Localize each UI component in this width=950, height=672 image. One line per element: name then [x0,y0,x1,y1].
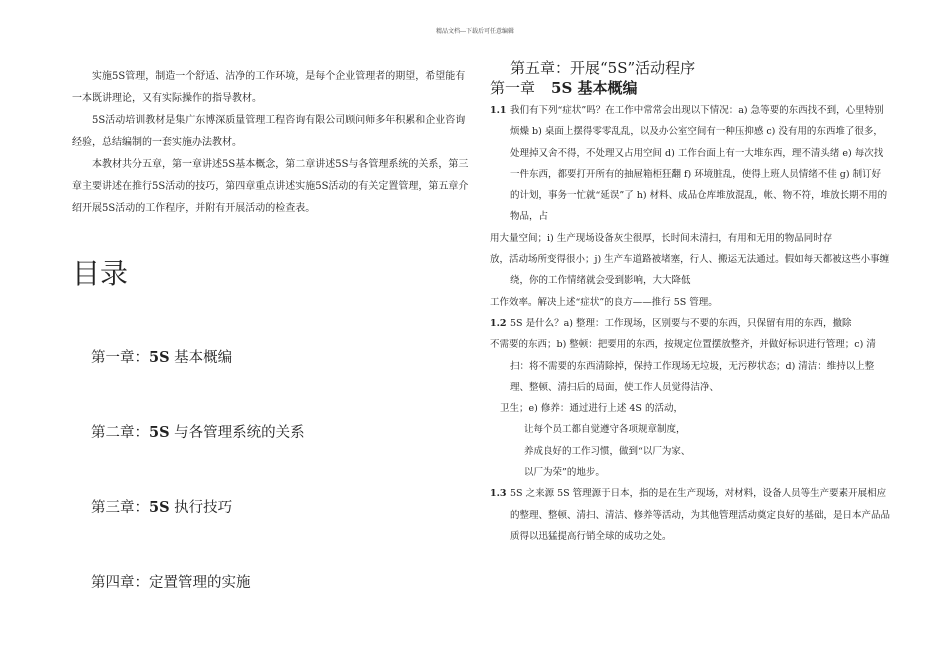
section-1-2-cont-3: 让每个员工都自觉遵守各项规章制度， [524,424,686,436]
toc-item-chapter-1 [91,346,232,367]
toc-item-rest: 与各管理系统的关系 [174,425,305,441]
toc-item-bold: 5S [149,424,170,441]
section-1-2 [490,313,890,334]
section-prefix: 第一章 [490,79,536,97]
page-header: 精品文档---下载后可任意编辑 [435,28,515,35]
toc-item-bold: 5S [149,499,170,516]
section-bold: 5S 基本概编 [551,79,638,97]
toc-item-chapter-2 [91,421,305,442]
toc-item-prefix: 第四章： [91,575,149,591]
section-text: 我们有下列“症状”吗？在工作中常常会出现以下情况：a) 急等要的东西找不到，心里特别烦燥 b) 桌面上摆得零零乱乱，以及办公室空间有一种压抑感 c) 没有用的东西堆了很多，处理掉又舍不得，不处理又占用空间 d) 工作台面上有一大堆东西，理不清头绪 e) 每次找一件东西，都要打开所有的抽屉箱柜狂翻 f) 环境脏乱，使得上班人员情绪不佳 g) 制订好的计划，事务一忙就“延误”了 h) 材料、成品仓库堆放混乱，帐、物不符，堆放长期不用的物品，占 [510,105,888,223]
right-column [490,58,890,547]
section-1-3 [490,483,890,547]
intro-paragraph-1: 实施5S管理，制造一个舒适、洁净的工作环境，是每个企业管理者的期望，希望能有一本既讲理论，又有实际操作的指导教材。 [72,71,466,104]
left-column [72,66,472,220]
toc-title: 目录 [72,257,129,290]
toc-item-rest: 执行技巧 [174,500,233,516]
toc-item-prefix: 第二章： [91,425,149,441]
section-text: 5S 之来源 5S 管理源于日本，指的是在生产现场，对材料，设备人员等生产要素开展相应的整理、整顿、清扫、清洁、修养等活动，为其他管理活动奠定良好的基础，是日本产品品质得以迅猛提高行销全球的成功之处。 [510,488,891,542]
section-1-1-cont-3: 工作效率。解决上述“症状”的良方——推行 5S 管理。 [490,296,718,308]
section-1-2-cont-4: 养成良好的工作习惯，做到“以厂为家、 [524,445,691,457]
section-1-2-cont-1: 不需要的东西；b) 整顿：把要用的东西，按规定位置摆放整齐，并做好标识进行管理；c) 清扫：将不需要的东西清除掉，保持工作现场无垃圾，无污秽状态；d) 清洁：维持以上整理、整顿、清扫后的局面，使工作人员觉得洁净、 [490,339,876,393]
toc-item-rest: 基本概编 [174,350,233,366]
section-1-1-cont-1: 用大量空间；i) 生产现场设备灰尘很厚，长时间未清扫，有用和无用的物品同时存 [490,232,833,244]
toc-item-chapter-4 [91,571,251,592]
chapter-title: 第五章：开展“5S”活动程序 [510,59,696,77]
section-number: 1.3 [490,488,507,500]
toc-item-bold: 5S [149,349,170,366]
section-number: 1.2 [490,317,507,329]
toc-item-rest: 定置管理的实施 [149,575,251,591]
toc-item-prefix: 第三章： [91,500,149,516]
toc-item-chapter-3 [91,496,232,517]
section-1-1-cont-2: 放，活动场所变得很小；j) 生产车道路被堵塞，行人、搬运无法通过。假如每天都被这些小事缠绕，你的工作情绪就会受到影响，大大降低 [490,254,890,287]
section-1-2-cont-5: 以厂为荣”的地步。 [524,467,605,479]
section-number: 1.1 [490,105,507,116]
section-1-2-cont-2: 卫生；e) 修养：通过进行上述 4S 的活动， [500,403,683,415]
intro-paragraph-2: 5S活动培训教材是集广东博深质量管理工程咨询有限公司顾问师多年积累和企业咨询经验，总结编制的一套实施办法教材。 [72,115,466,148]
section-title [490,78,890,98]
toc-item-prefix: 第一章： [91,350,149,366]
section-1-1 [490,100,890,228]
intro-paragraph-3: 本教材共分五章，第一章讲述5S基本概念，第二章讲述5S与各管理系统的关系，第三章主要讲述在推行5S活动的技巧，第四章重点讲述实施5S活动的有关定置管理，第五章介绍开展5S活动的工作程序，并附有开展活动的检查表。 [72,159,469,214]
section-text: 5S 是什么？a) 整理：工作现场，区别要与不要的东西，只保留有用的东西，撤除 [510,317,852,329]
